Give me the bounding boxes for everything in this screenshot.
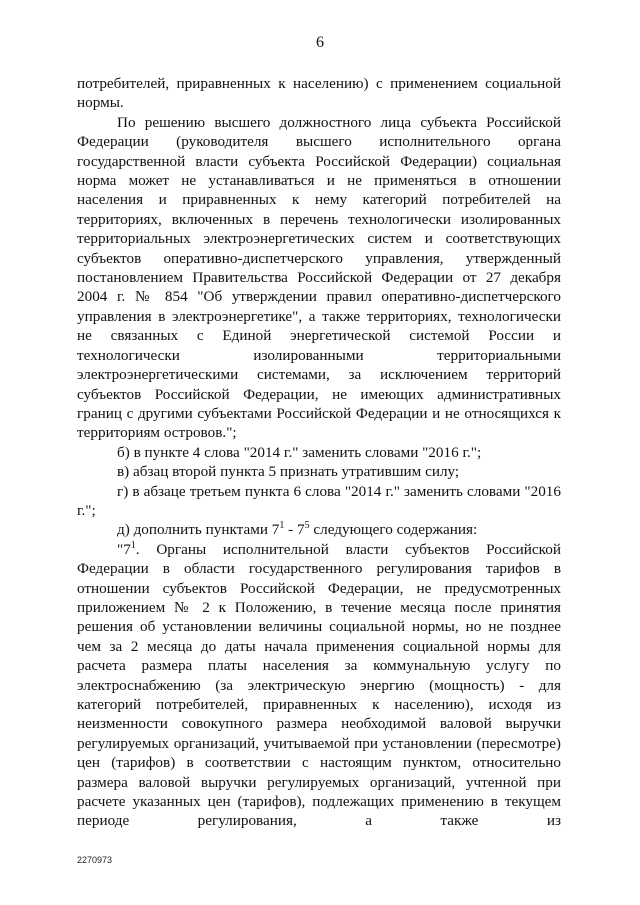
paragraph-point-7-1 — [77, 540, 561, 831]
page-number: 6 — [316, 34, 324, 51]
document-body — [77, 74, 561, 831]
item-d-superscript-1: 1 — [279, 520, 285, 532]
point-7-1-prefix: "7 — [117, 540, 131, 558]
paragraph-item-d — [77, 520, 561, 539]
document-code: 2270973 — [77, 855, 113, 865]
item-d-prefix: д) дополнить пунктами 7 — [117, 521, 280, 539]
paragraph-item-v: в) абзац второй пункта 5 признать утратившим силу; — [117, 463, 460, 481]
paragraph-continuation: потребителей, приравненных к населению) с применением социальной нормы. — [77, 75, 561, 112]
point-7-1-superscript: 1 — [130, 539, 136, 551]
point-7-1-text: . Органы исполнительной власти субъектов Российской Федерации в области государственного регулирования тарифов в отношении субъектов Российской Федерации, не предусмотренных приложением № 2 к Положению, в течение месяца после принятия решения об установлении величины социальной нормы, но не позднее чем за 2 месяца до даты начала применения социальной нормы для расчета размера платы населения за коммунальную услугу по электроснабжению (за электрическую энергию (мощность) - для категорий потребителей, приравненных к населению), исходя из неизменности совокупного размера необходимой валовой выручки регулируемых организаций, учитываемой при установлении (пересмотре) цен (тарифов) в соответствии с настоящим пунктом, относительно размера валовой выручки регулируемых организаций, учтенной при расчете указанных цен (тарифов), подлежащих применению в текущем периоде регулирования, а также из — [77, 540, 561, 830]
item-d-mid: - 7 — [284, 521, 305, 539]
item-d-superscript-5: 5 — [304, 520, 310, 532]
item-d-suffix: следующего содержания: — [309, 521, 478, 539]
paragraph-item-b: б) в пункте 4 слова "2014 г." заменить словами "2016 г."; — [117, 443, 482, 461]
paragraph-governor-decision: По решению высшего должностного лица субъекта Российской Федерации (руководителя высшего исполнительного органа государственной власти субъекта Российской Федерации) социальная норма может не устанавливаться и не применяться в отношении населения и приравненных к нему категорий потребителей на территориях, включенных в перечень технологически изолированных территориальных электроэнергетических систем и соответствующих субъектов оперативно-диспетчерского управления, утвержденный постановлением Правительства Российской Федерации от 27 декабря 2004 г. № 854 "Об утверждении правил оперативно-диспетчерского управления в электроэнергетике", а также территориях, технологически не связанных с Единой энергетической системой России и технологически изолированными территориальными электроэнергетическими системами, за исключением территорий субъектов Российской Федерации, не имеющих административных границ с другими субъектами Российской Федерации и не относящихся к территориям островов."; — [77, 113, 561, 442]
paragraph-item-g: г) в абзаце третьем пункта 6 слова "2014 г." заменить словами "2016 г."; — [77, 482, 561, 519]
